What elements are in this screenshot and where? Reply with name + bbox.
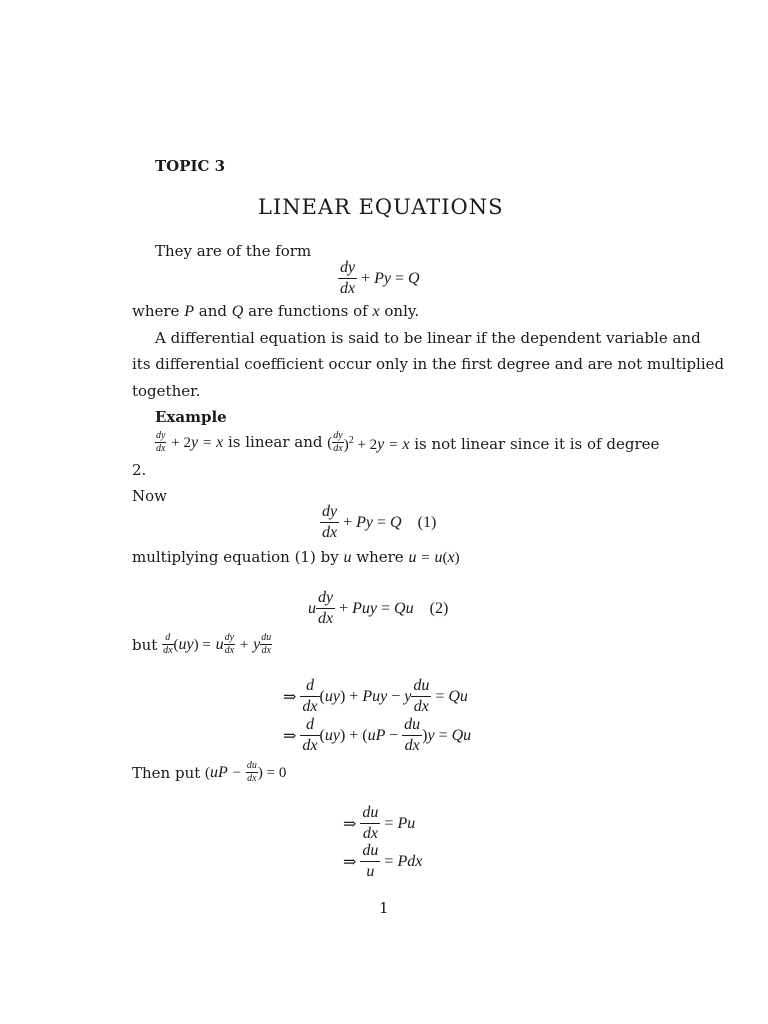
derivation-step-1: ⇒ $\frac{d}{dx}$ (uy) + Puy − y $\frac{du}{dx}$ = Qu xyxy=(283,677,468,715)
equation-1: $\frac{dy}{dx}$ + Py = Q (1) xyxy=(322,503,437,541)
general-form-equation: $\frac{dy}{dx}$ + Py = Q xyxy=(340,259,420,297)
page-title: LINEAR EQUATIONS xyxy=(258,195,504,219)
equation-2-tag: (2) xyxy=(429,599,449,617)
now-text: Now xyxy=(132,487,167,505)
multiply-line: multiplying equation (1) by u where u = u(x) xyxy=(132,548,460,566)
example-statement: $\frac{dy}{dx}$ + 2y = x is linear and ( $\frac{dy}{dx}$ )$^2$ + 2y = x is not linear since it is of degree xyxy=(156,430,660,454)
equation-1-tag: (1) xyxy=(417,513,437,531)
intro-text: They are of the form xyxy=(155,242,312,260)
then-put-line: Then put (uP − $\frac{du}{dx}$ ) = 0 xyxy=(132,760,287,784)
topic-label: TOPIC 3 xyxy=(155,157,226,175)
derivation-step-4: ⇒ $\frac{du}{u}$ = Pdx xyxy=(343,842,423,880)
example-degree: 2. xyxy=(132,461,147,479)
definition-line-3: together. xyxy=(132,382,201,400)
example-heading: Example xyxy=(155,408,227,426)
definition-line-2: its differential coefficient occur only in the first degree and are not multiplied xyxy=(132,355,725,373)
derivation-step-2: ⇒ $\frac{d}{dx}$ (uy) + (uP − $\frac{du}{dx}$ )y = Qu xyxy=(283,716,472,754)
page-number: 1 xyxy=(379,899,389,917)
definition-line-1: A differential equation is said to be linear if the dependent variable and xyxy=(155,329,701,347)
where-clause: where P and Q are functions of x only. xyxy=(132,302,420,320)
product-rule-line: but $\frac{d}{dx}$ (uy) = u $\frac{dy}{dx}$ + y $\frac{du}{dx}$ xyxy=(132,632,272,656)
derivation-step-3: ⇒ $\frac{du}{dx}$ = Pu xyxy=(343,804,416,842)
equation-2: u $\frac{dy}{dx}$ + Puy = Qu (2) xyxy=(308,589,449,627)
